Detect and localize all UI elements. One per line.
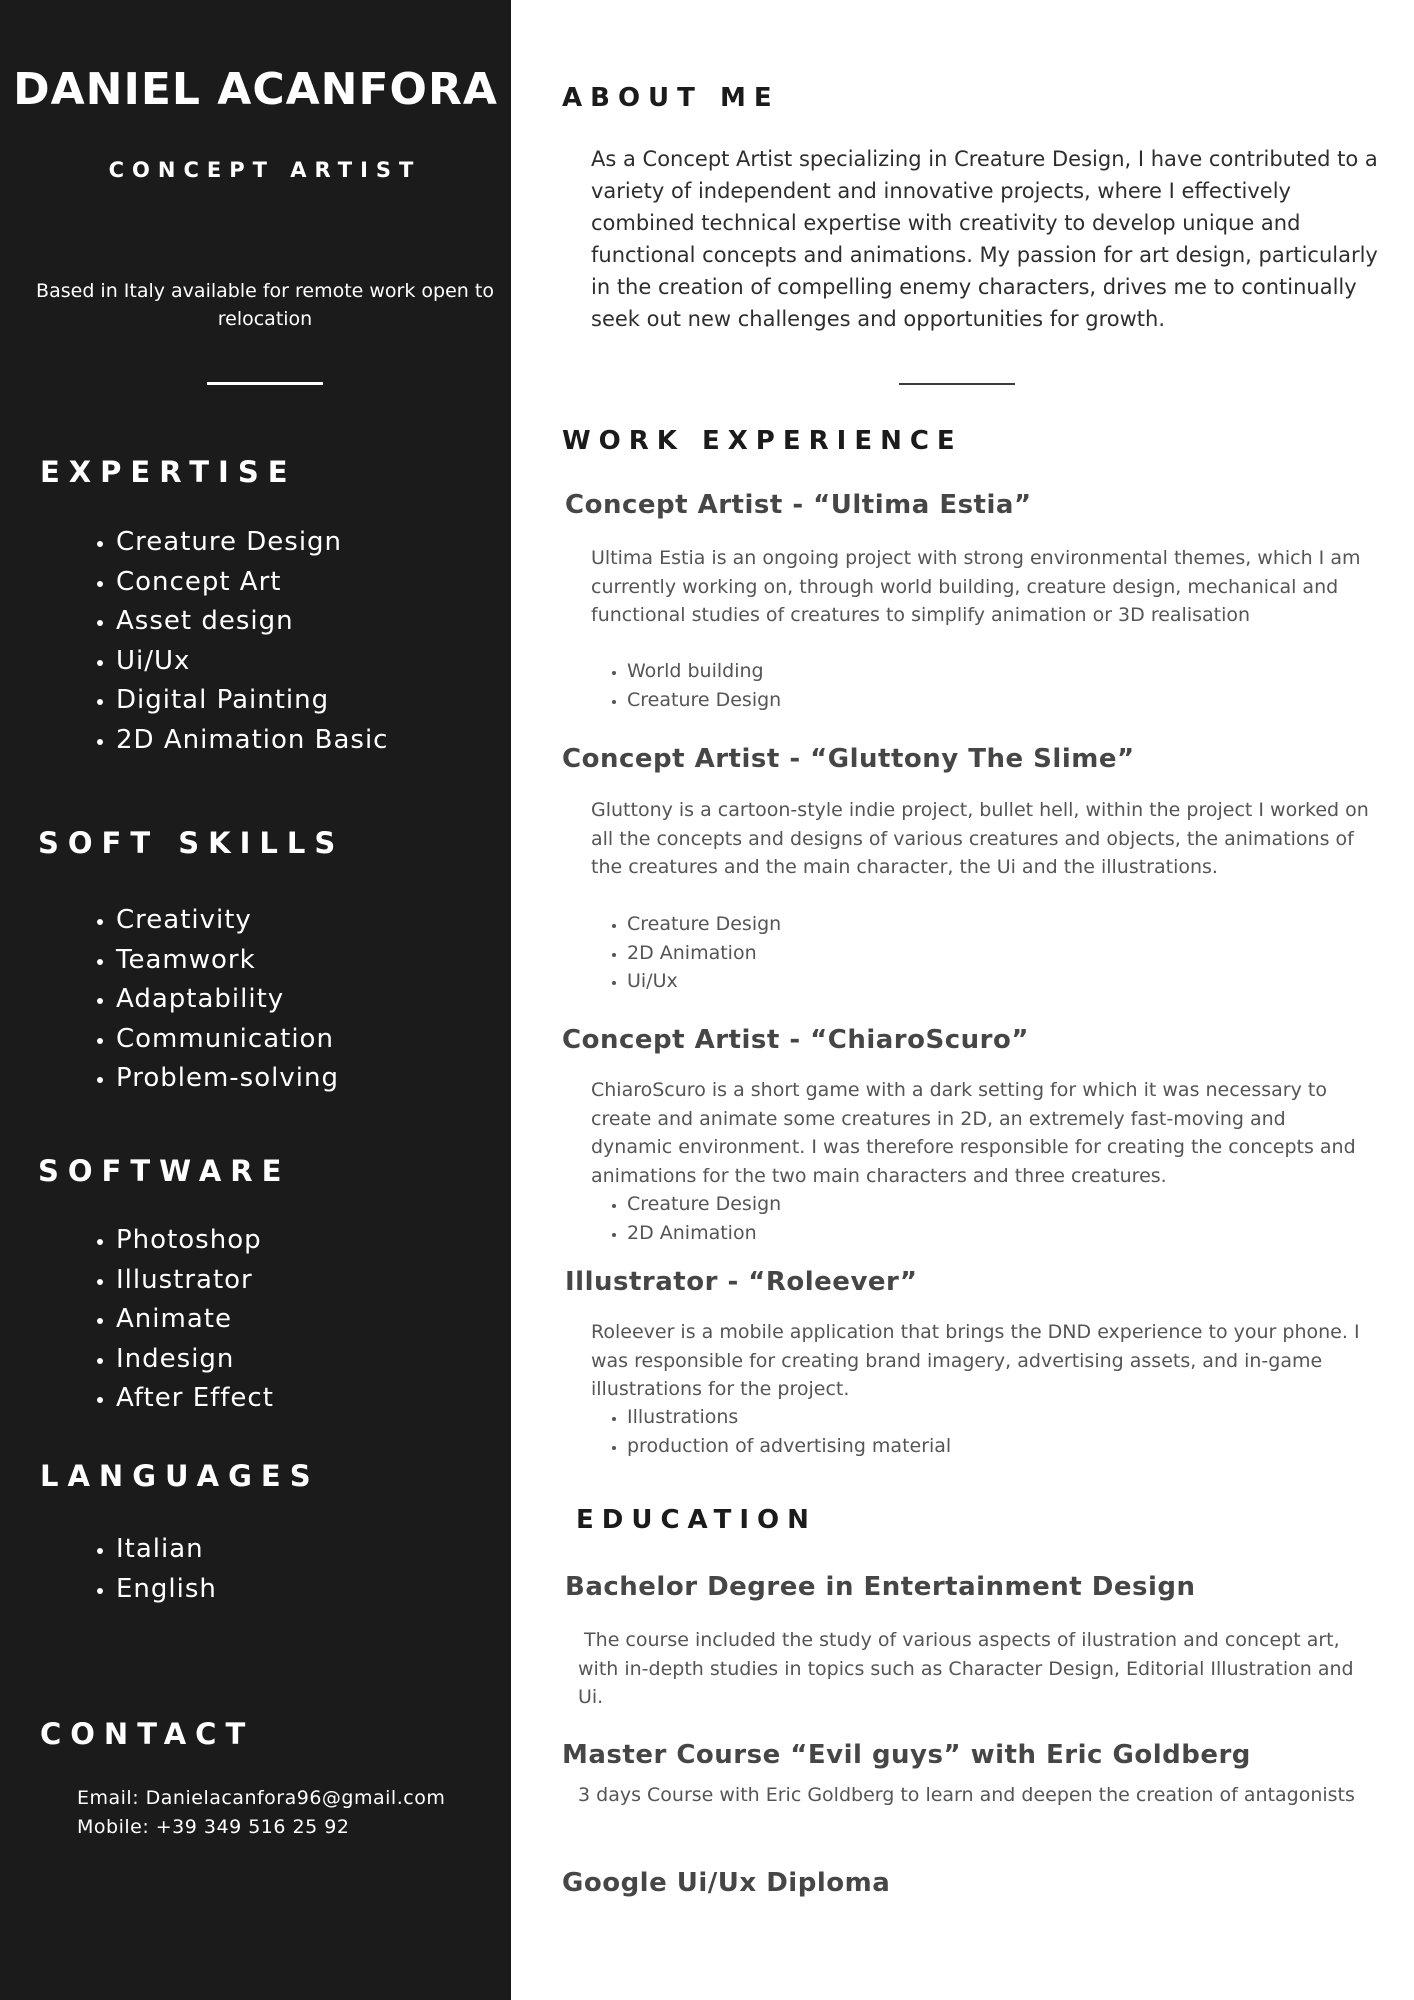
list-item: • Digital Painting — [116, 681, 388, 721]
job-description: ChiaroScuro is a short game with a dark setting for which it was necessary to create and animate some creatures in 2D, an extremely fast-moving and dynamic environment. I was therefore responsible for creating the concepts and animations for the two main characters and three creatures. — [591, 1079, 1356, 1187]
expertise-heading: EXPERTISE — [40, 455, 297, 489]
contact-heading: CONTACT — [40, 1717, 255, 1751]
list-item: • production of advertising material — [627, 1432, 951, 1461]
list-item: • Creature Design — [627, 1190, 781, 1219]
location-note: Based in Italy available for remote work open to relocation — [36, 280, 494, 330]
soft-skills-list — [0, 901, 339, 1099]
job-title: Concept Artist - “Gluttony The Slime” — [562, 744, 1135, 774]
list-item: • 2D Animation — [627, 939, 781, 968]
list-item: • Illustrator — [116, 1261, 274, 1301]
list-item: • World building — [627, 657, 781, 686]
list-item: • Illustrations — [627, 1403, 951, 1432]
list-item: • Asset design — [116, 602, 388, 642]
list-item: • After Effect — [116, 1379, 274, 1419]
sidebar — [0, 0, 511, 2000]
list-item: • 2D Animation — [627, 1219, 781, 1248]
education-title: Google Ui/Ux Diploma — [562, 1868, 891, 1898]
person-name: DANIEL ACANFORA — [13, 64, 498, 115]
job-bullets — [511, 1190, 781, 1247]
about-text: As a Concept Artist specializing in Creature Design, I have contributed to a variety of independent and innovative projects, where I effectively combined technical expertise with creativity to develop unique and functional concepts and animations. My passion for art design, particularly in the creation of compelling enemy characters, drives me to continually seek out new challenges and opportunities for growth. — [591, 147, 1378, 331]
list-item: • Indesign — [116, 1340, 274, 1380]
email-text: Email: Danielacanfora96@gmail.com — [77, 1787, 446, 1809]
job-title: Concept Artist - “Ultima Estia” — [565, 490, 1032, 520]
education-title: Master Course “Evil guys” with Eric Goldberg — [562, 1740, 1251, 1770]
list-item: • 2D Animation Basic — [116, 721, 388, 761]
job-bullets — [511, 1403, 951, 1460]
education-title: Bachelor Degree in Entertainment Design — [565, 1572, 1196, 1602]
job-description: Roleever is a mobile application that brings the DND experience to your phone. I was responsible for creating brand imagery, advertising assets, and in-game illustrations for the project. — [591, 1321, 1360, 1400]
list-item: • English — [116, 1570, 217, 1610]
list-item: • Teamwork — [116, 941, 339, 981]
list-item: • Ui/Ux — [627, 967, 781, 996]
list-item: • Animate — [116, 1300, 274, 1340]
education-description: 3 days Course with Eric Goldberg to learn and deepen the creation of antagonists — [578, 1784, 1355, 1806]
job-role: CONCEPT ARTIST — [108, 158, 422, 182]
job-description: Ultima Estia is an ongoing project with strong environmental themes, which I am currently working on, through world building, creature design, mechanical and functional studies of creatures to simplify animation or 3D realisation — [591, 547, 1361, 626]
list-item: • Adaptability — [116, 980, 339, 1020]
job-title: Concept Artist - “ChiaroScuro” — [562, 1025, 1029, 1055]
list-item: • Photoshop — [116, 1221, 274, 1261]
list-item: • Creativity — [116, 901, 339, 941]
languages-heading: LANGUAGES — [40, 1459, 320, 1493]
languages-list — [0, 1530, 217, 1609]
contact-details — [77, 1784, 445, 1842]
list-item: • Concept Art — [116, 563, 388, 603]
main-content — [511, 0, 1414, 2000]
main-divider — [899, 383, 1015, 385]
job-title: Illustrator - “Roleever” — [565, 1267, 918, 1297]
about-heading: ABOUT ME — [562, 83, 780, 113]
work-experience-heading: WORK EXPERIENCE — [562, 426, 963, 456]
list-item: • Creature Design — [116, 523, 388, 563]
job-description: Gluttony is a cartoon-style indie project, bullet hell, within the project I worked on all the concepts and designs of various creatures and objects, the animations of the creatures and the main character, the Ui and the illustrations. — [591, 799, 1369, 878]
list-item: • Creature Design — [627, 686, 781, 715]
job-bullets — [511, 910, 781, 996]
list-item: • Ui/Ux — [116, 642, 388, 682]
sidebar-divider — [207, 382, 323, 385]
list-item: • Creature Design — [627, 910, 781, 939]
software-list — [0, 1221, 274, 1419]
soft-skills-heading: SOFT SKILLS — [38, 826, 345, 860]
list-item: • Communication — [116, 1020, 339, 1060]
software-heading: SOFTWARE — [38, 1154, 291, 1188]
expertise-list — [0, 523, 388, 760]
education-description: The course included the study of various aspects of ilustration and concept art, with in-depth studies in topics such as Character Design, Editorial Illustration and Ui. — [578, 1629, 1360, 1708]
list-item: • Problem-solving — [116, 1059, 339, 1099]
job-bullets — [511, 657, 781, 714]
education-heading: EDUCATION — [576, 1505, 817, 1535]
mobile-text: Mobile: +39 349 516 25 92 — [77, 1816, 350, 1838]
list-item: • Italian — [116, 1530, 217, 1570]
